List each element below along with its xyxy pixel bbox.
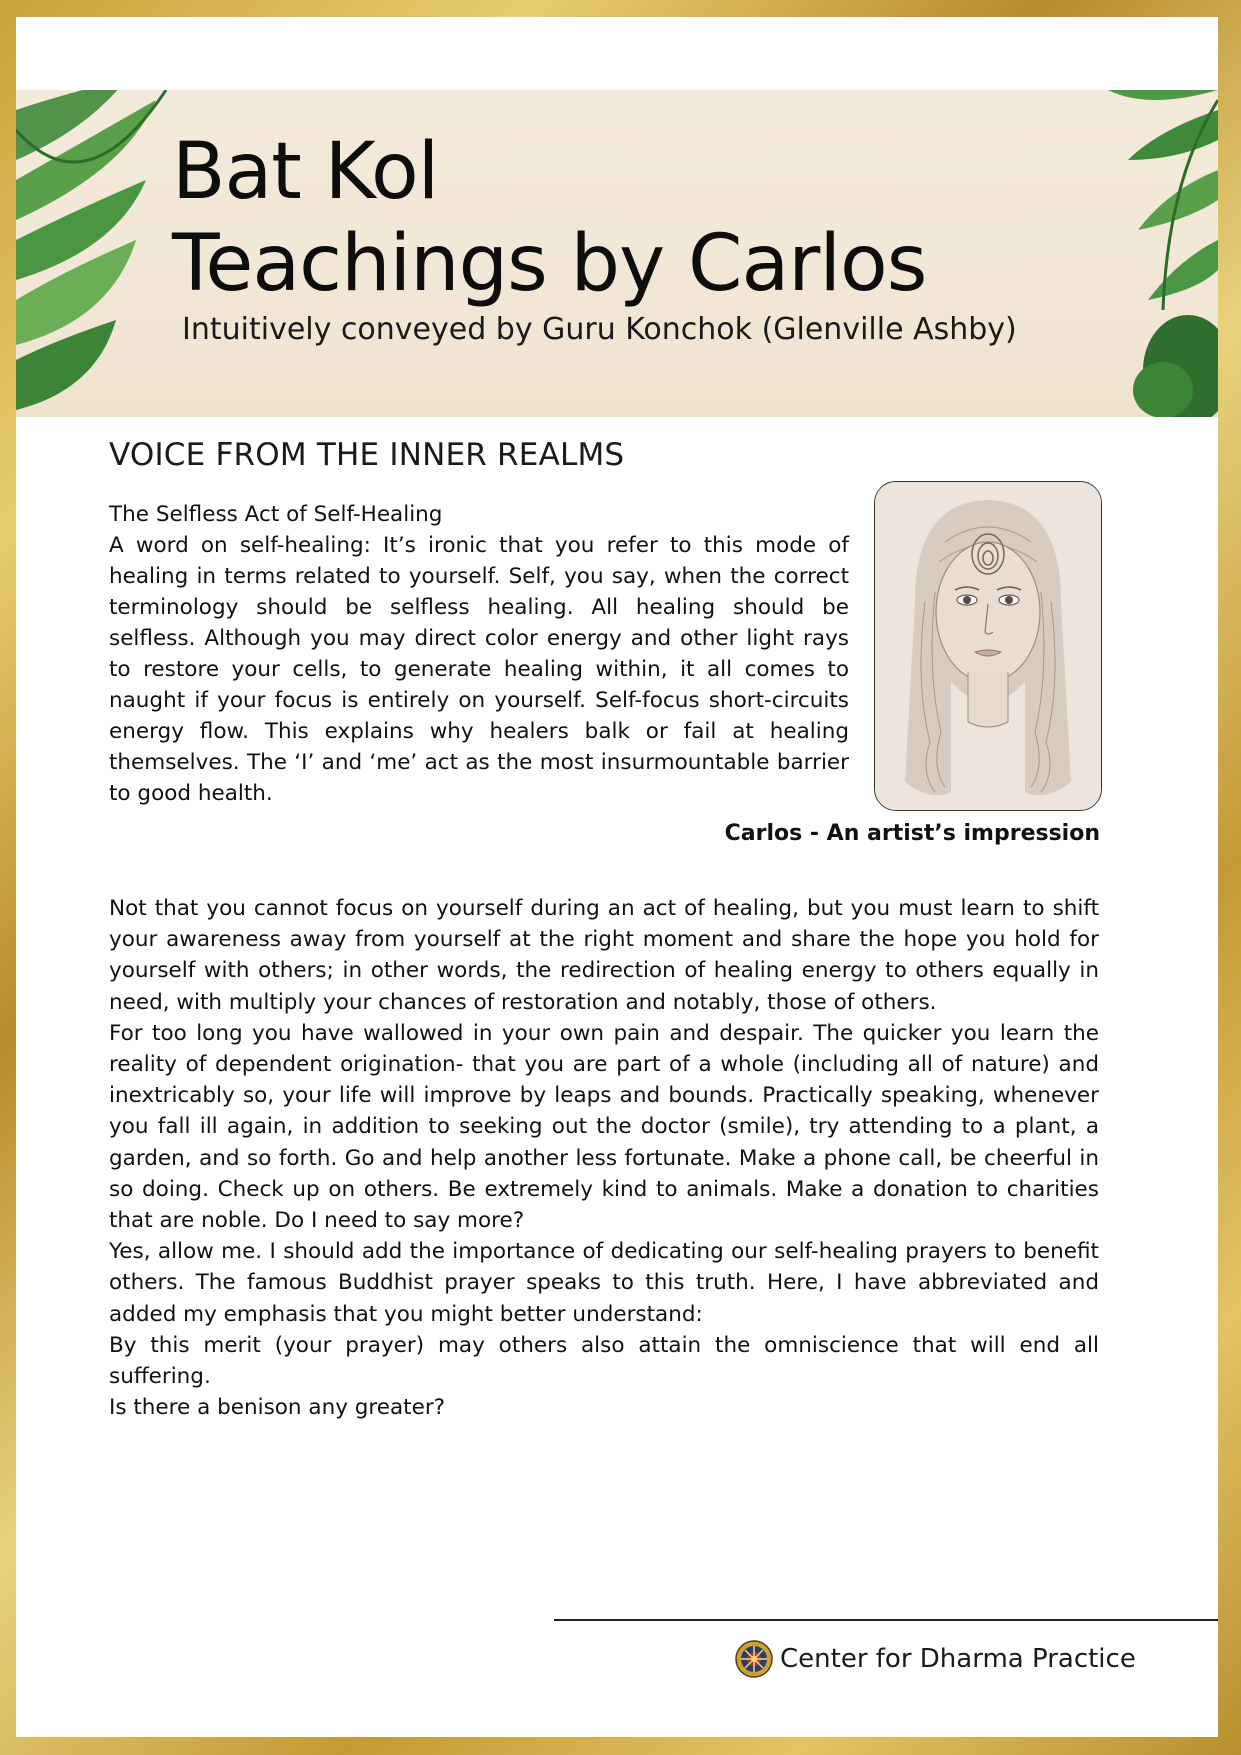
body-paragraph-3: Yes, allow me. I should add the importance of dedicating our self-healing prayers to benefit others. The famous Buddhist prayer speaks to this truth. Here, I have abbreviated and added my emphasis that you might better understand: (109, 1239, 1099, 1327)
header-banner (16, 90, 1218, 417)
intro-paragraph: A word on self-healing: It’s ironic that you refer to this mode of healing in terms related to yourself. Self, you say, when the correct terminology should be selfless healing. All healing should be selfless. Although you may direct color energy and other light rays to restore your cells, to generate healing within, it all comes to naught if your focus is entirely on yourself. Self-focus short-circuits energy flow. This explains why healers balk or fail at healing themselves. The ‘I’ and ‘me’ act as the most insurmountable barrier to good health. (109, 533, 849, 806)
intro-subheading: The Selfless Act of Self-Healing (109, 502, 443, 527)
title-line-1: Bat Kol (172, 127, 439, 217)
footer-organization: Center for Dharma Practice (780, 1644, 1136, 1674)
body-text (109, 893, 1099, 1423)
body-paragraph-2: For too long you have wallowed in your own pain and despair. The quicker you learn the reality of dependent origination- that you are part of a whole (including all of nature) and inextricably so, your life will improve by leaps and bounds. Practically speaking, whenever you fall ill again, in addition to seeking out the doctor (smile), try attending to a plant, a garden, and so forth. Go and help another less fortunate. Make a phone call, be cheerful in so doing. Check up on others. Be extremely kind to animals. Make a donation to charities that are noble. Do I need to say more? (109, 1020, 1099, 1234)
section-heading: VOICE FROM THE INNER REALMS (109, 437, 625, 473)
leaves-left-decoration (16, 90, 176, 417)
page-subtitle: Intuitively conveyed by Guru Konchok (Glenville Ashby) (182, 312, 1017, 347)
portrait-drawing (875, 482, 1101, 810)
dharma-wheel-logo-icon (734, 1639, 774, 1679)
title-line-2: Teachings by Carlos (172, 219, 927, 309)
body-paragraph-5: Is there a benison any greater? (109, 1395, 446, 1421)
footer (734, 1639, 1136, 1679)
body-paragraph-4: By this merit (your prayer) may others also attain the omniscience that will end all suffering. (109, 1332, 1099, 1390)
portrait-caption: Carlos - An artist’s impression (724, 821, 1100, 846)
portrait-image (874, 481, 1102, 811)
intro-block (109, 499, 849, 809)
page-title (172, 126, 926, 310)
leaves-right-decoration (1068, 90, 1218, 417)
footer-divider (554, 1619, 1218, 1621)
body-paragraph-1: Not that you cannot focus on yourself during an act of healing, but you must learn to shift your awareness away from yourself at the right moment and share the hope you hold for yourself with others; in other words, the redirection of healing energy to others equally in need, with multiply your chances of restoration and notably, those of others. (109, 896, 1099, 1015)
page-sheet (16, 17, 1218, 1737)
